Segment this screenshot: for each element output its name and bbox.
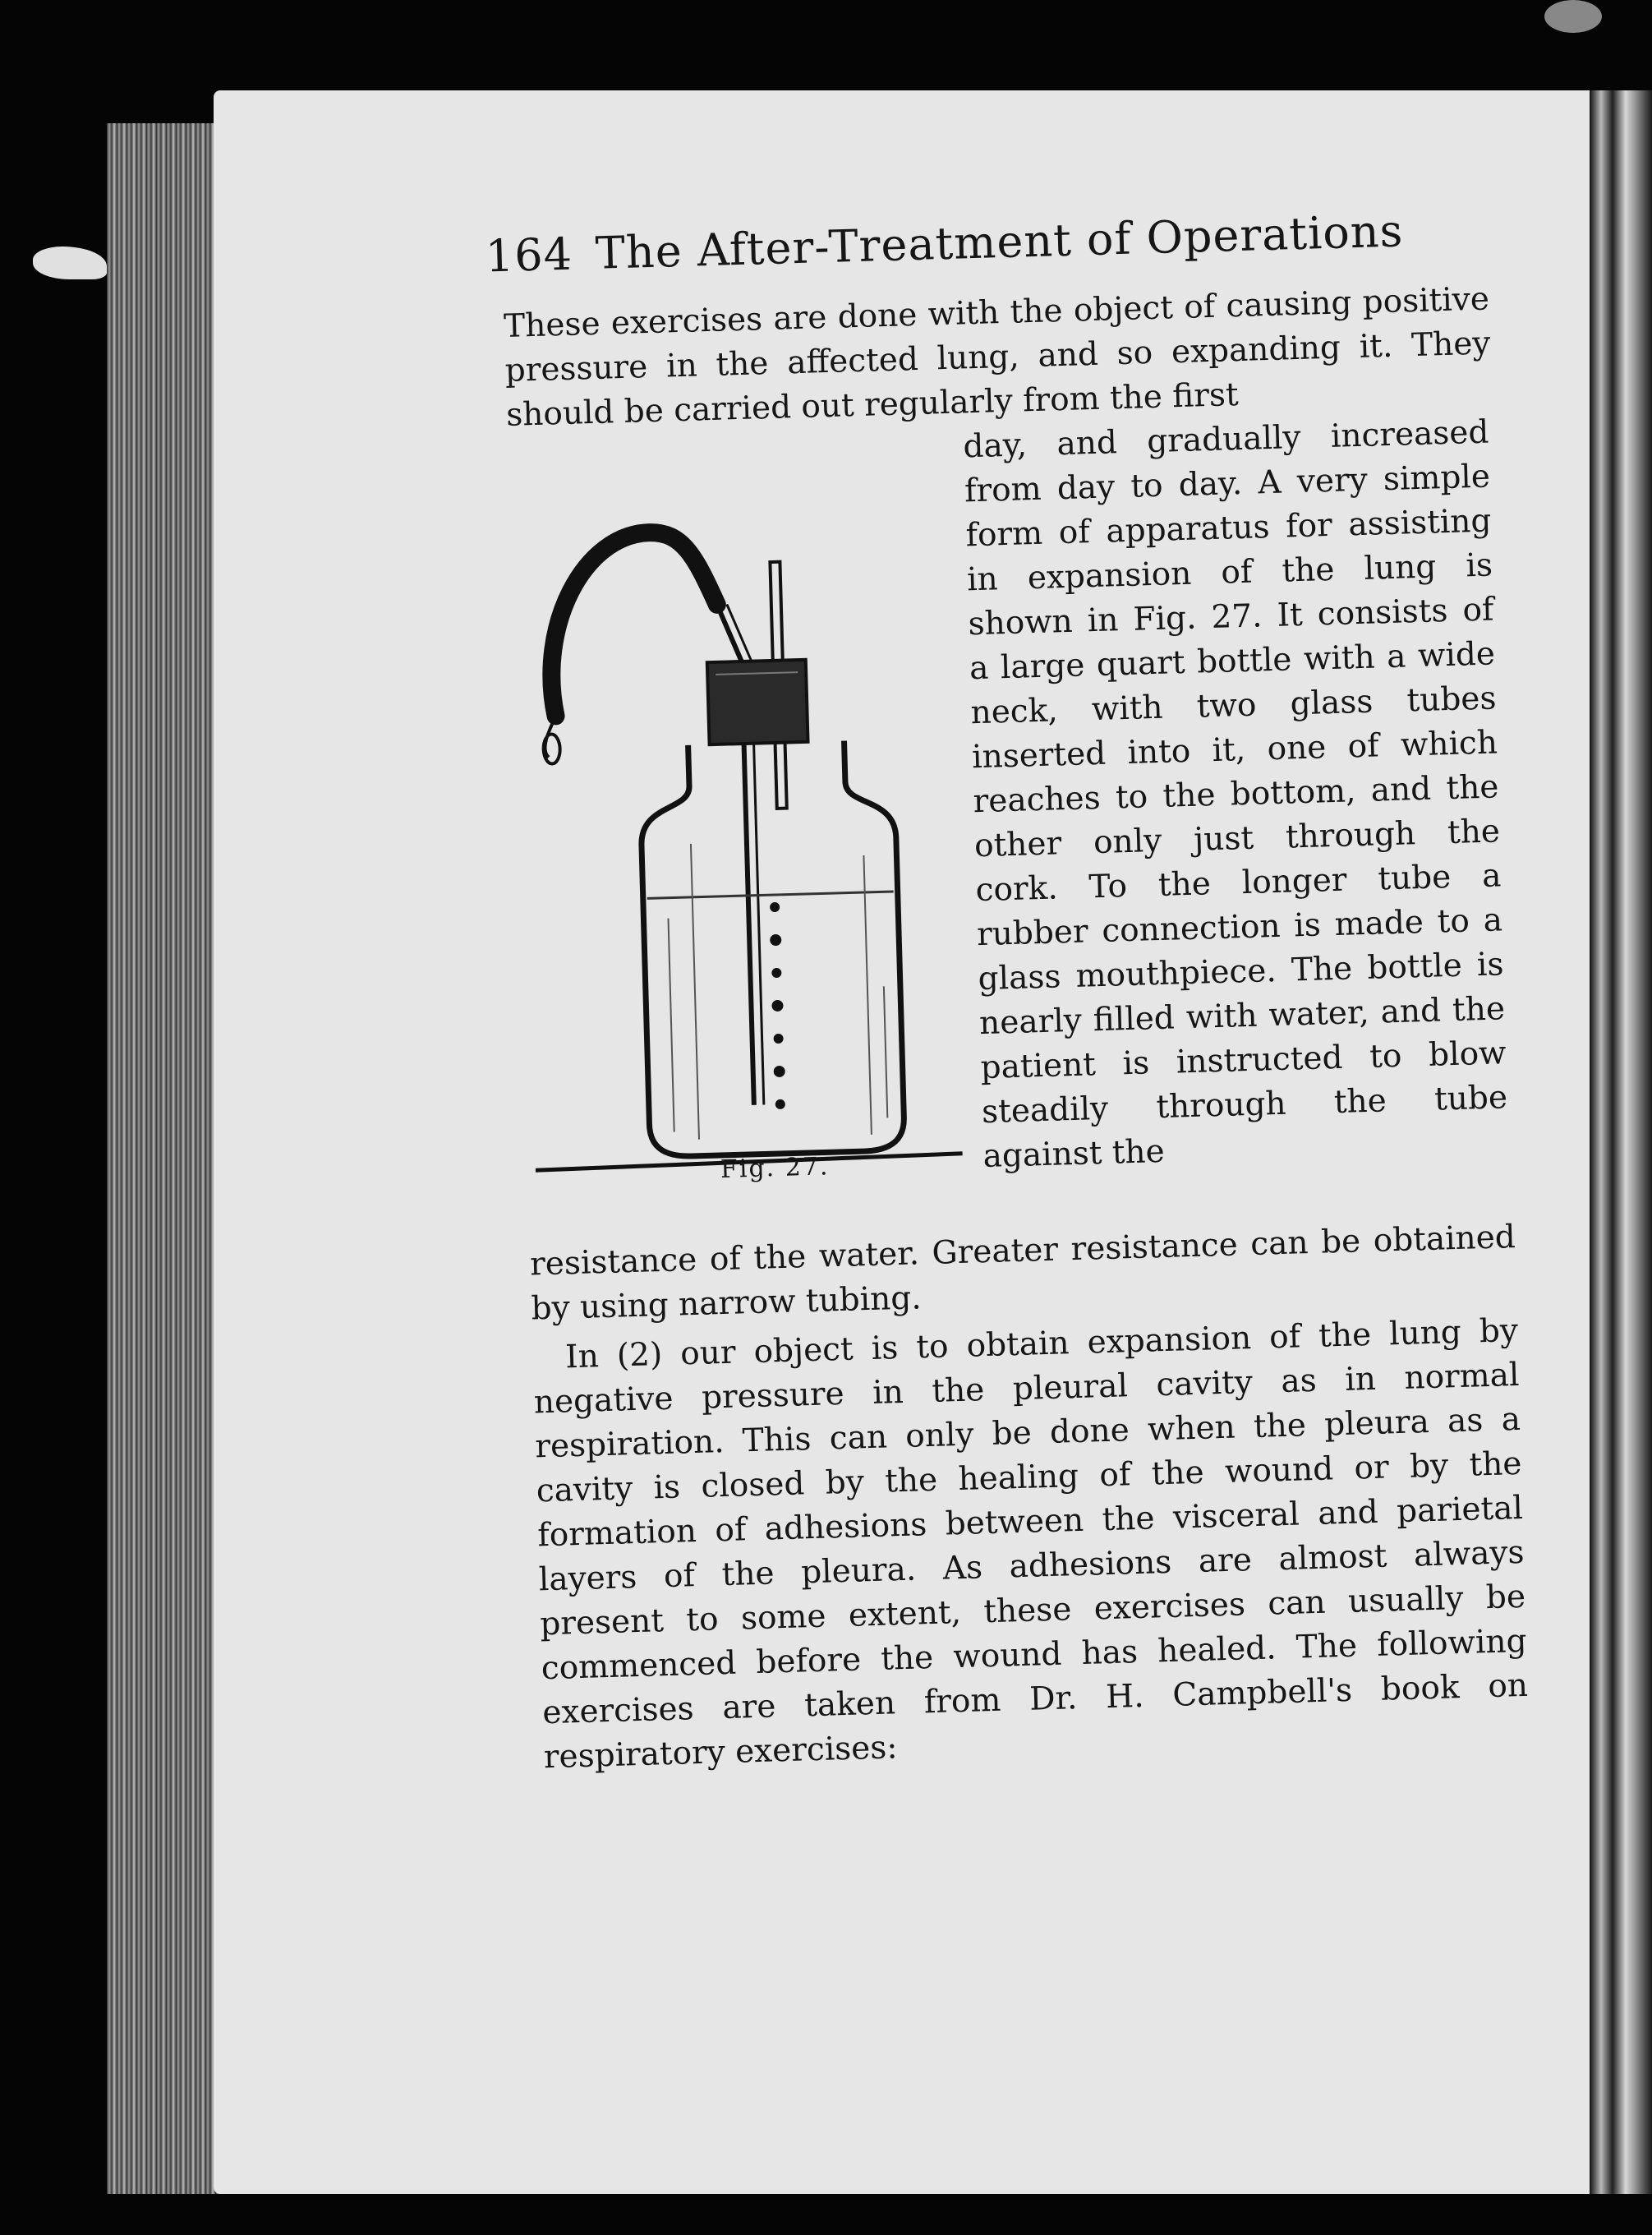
- figure-caption: Fig. 27.: [720, 1152, 830, 1184]
- facing-page-edge: [1590, 90, 1652, 2194]
- bottle-apparatus-illustration: [517, 491, 996, 1177]
- figure-27: [517, 491, 996, 1210]
- paragraph-1-side: day, and gradually increased from day to day. A very simple form of apparatus for assisting in expansion of the lung is shown in Fig. 27. It consists of a large quart bottle with a wide neck, with two glass tubes inserted into it, one of which reaches to the bottom, and the other only just through the cork. To the longer tube a rubber connection is made to a glass mouthpiece. The bottle is nearly filled with water, and the patient is instructed to blow steadily through the tube against the: [962, 413, 1508, 1176]
- scan-speck: [1544, 0, 1602, 33]
- running-title: The After-Treatment of Operations: [595, 205, 1405, 279]
- page-content: [485, 202, 1530, 1780]
- page-number: 164: [485, 228, 573, 283]
- paragraph-2: In (2) our object is to obtain expansion of the lung by negative pressure in the pleural cavity as in normal respiration. This can only be done when the pleura as a cavity is closed by the healing of the wound or by the formation of adhesions between the visceral and parietal layers of the pleura. As adhesions are almost always present to some extent, these exercises can usually be commenced before the wound has healed. The following exercises are taken from Dr. H. Campbell's book on respiratory exercises:: [533, 1311, 1529, 1776]
- scan-speck: [33, 247, 107, 279]
- paragraph-1-lead: These exercises are done with the object of causing positive pressure in the affected lung, and so expanding it. They should be carried out regularly from the first: [503, 280, 1491, 434]
- paragraph-1-end: resistance of the water. Greater resistance can be obtained by using narrow tubing.: [529, 1219, 1516, 1328]
- figure-wrap-area: [507, 410, 1515, 1242]
- book-page-stack: [107, 123, 230, 2194]
